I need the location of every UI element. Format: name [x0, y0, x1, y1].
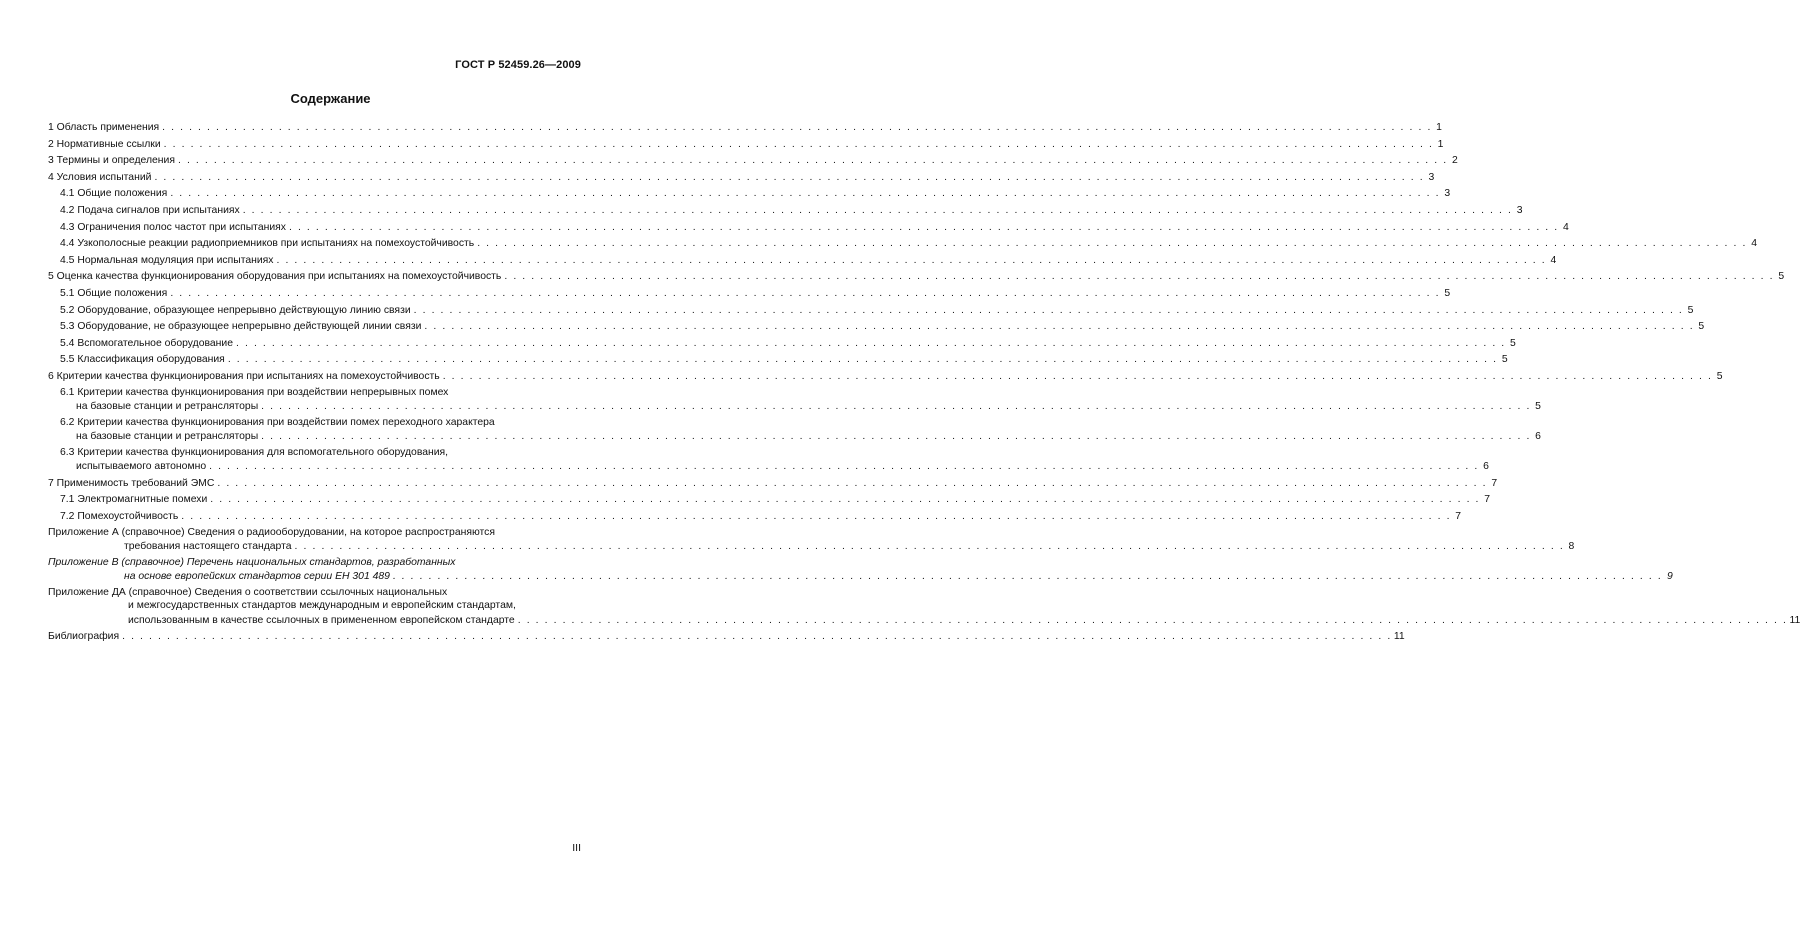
- toc-entry-text: 7.2 Помехоустойчивость: [60, 510, 179, 522]
- toc-entry-1[interactable]: [48, 120, 1442, 137]
- leader-dots: [477, 236, 1747, 253]
- toc-entry-text: 4.1 Общие положения: [60, 188, 168, 200]
- toc-entry-text: Библиография: [48, 631, 120, 643]
- toc-entry-text-continued: и межгосударственных стандартов международным и европейским стандартам,: [128, 600, 516, 612]
- leader-dots: [162, 120, 1432, 137]
- leader-dots: [261, 399, 1531, 416]
- toc-page-number: 5: [1687, 304, 1694, 316]
- toc-entry-5[interactable]: [48, 269, 1785, 286]
- toc-page-number: 1: [1437, 138, 1444, 150]
- leader-dots: [170, 186, 1440, 203]
- toc-entry-4[interactable]: [48, 170, 1435, 187]
- toc-entry-text: Приложение В (справочное) Перечень национальных стандартов, разработанных: [48, 556, 456, 568]
- toc-page-number: 11: [1789, 614, 1800, 626]
- toc-entry-5-1[interactable]: [48, 286, 1451, 303]
- toc-page-number: 9: [1666, 571, 1673, 583]
- toc-entry-text-continued: использованным в качестве ссылочных в примененном европейском стандарте: [128, 614, 515, 626]
- toc-entry-4-5[interactable]: [48, 253, 1557, 270]
- toc-page-number: 3: [1428, 171, 1435, 183]
- toc-page-number: 7: [1484, 494, 1491, 506]
- leader-dots: [170, 286, 1440, 303]
- toc-entry-4-2[interactable]: [48, 203, 1523, 220]
- toc-page-number: 5: [1444, 287, 1451, 299]
- leader-dots: [181, 509, 1451, 526]
- leader-dots: [261, 429, 1531, 446]
- toc-entry-text: 5.1 Общие положения: [60, 287, 168, 299]
- leader-dots: [504, 269, 1774, 286]
- leader-dots: [228, 352, 1498, 369]
- toc-page-number: 6: [1483, 461, 1489, 473]
- toc-entry-appendix-a[interactable]: [48, 526, 1575, 556]
- toc-entry-text-continued: на основе европейских стандартов серии ЕН 301 489: [124, 571, 390, 583]
- toc-page-number: 7: [1455, 510, 1462, 522]
- toc-page-number: 5: [1510, 337, 1516, 349]
- toc-entry-6-2[interactable]: [48, 416, 1541, 446]
- toc-entry-text: 5 Оценка качества функционирования оборудования при испытаниях на помехоустойчивость: [48, 271, 502, 283]
- toc-entry-text: 7 Применимость требований ЭМС: [48, 477, 215, 489]
- leader-dots: [209, 459, 1479, 476]
- toc-page-number: 3: [1444, 188, 1451, 200]
- leader-dots: [295, 539, 1565, 556]
- toc-entry-text: 6.3 Критерии качества функционирования для вспомогательного оборудования,: [60, 446, 449, 458]
- toc-page-number: 8: [1568, 541, 1575, 553]
- toc-entry-text: 3 Термины и определения: [48, 155, 175, 167]
- toc-entry-bibliography[interactable]: [48, 629, 1405, 646]
- toc-entry-text: 4.4 Узкополосные реакции радиоприемников при испытаниях на помехоустойчивость: [60, 238, 475, 250]
- toc-page-number: 5: [1535, 401, 1541, 412]
- toc-entry-text: 7.1 Электромагнитные помехи: [60, 494, 208, 506]
- toc-entry-text-continued: на базовые станции и ретрансляторы: [76, 401, 259, 412]
- toc-entry-5-4[interactable]: [48, 336, 1516, 353]
- leader-dots: [393, 569, 1663, 586]
- toc-entry-7-2[interactable]: [48, 509, 1462, 526]
- toc-entry-text: Приложение ДА (справочное) Сведения о соответствии ссылочных национальных: [48, 586, 448, 598]
- toc-page-number: 1: [1436, 122, 1442, 133]
- toc-entry-5-5[interactable]: [48, 352, 1508, 369]
- toc-page-number: 4: [1550, 254, 1557, 266]
- leader-dots: [243, 203, 1513, 220]
- toc-entry-text: 5.4 Вспомогательное оборудование: [60, 337, 233, 349]
- toc-entry-text: 6.1 Критерии качества функционирования при воздействии непрерывных помех: [60, 386, 449, 398]
- toc-entry-appendix-b[interactable]: [48, 556, 1673, 586]
- toc-entry-6-1[interactable]: [48, 386, 1541, 416]
- leader-dots: [164, 137, 1434, 154]
- page-title: Содержание: [290, 91, 371, 106]
- toc-entry-6-3[interactable]: [48, 446, 1489, 476]
- leader-dots: [178, 153, 1448, 170]
- toc-entry-4-1[interactable]: [48, 186, 1451, 203]
- leader-dots: [414, 303, 1684, 320]
- toc-entry-2[interactable]: [48, 137, 1444, 154]
- toc-entry-7-1[interactable]: [48, 492, 1491, 509]
- toc-entry-text: 6 Критерии качества функционирования при испытаниях на помехоустойчивость: [48, 370, 440, 382]
- toc-entry-5-2[interactable]: [48, 303, 1694, 320]
- toc-entry-text-continued: испытываемого автономно: [76, 461, 207, 473]
- leader-dots: [518, 613, 1788, 630]
- toc-entry-text-continued: на базовые станции и ретрансляторы: [76, 431, 259, 443]
- toc-page-number: 5: [1716, 370, 1723, 382]
- toc-page-number: 4: [1751, 238, 1757, 250]
- leader-dots: [424, 319, 1694, 336]
- toc-entry-text-continued: требования настоящего стандарта: [124, 541, 292, 553]
- document-code-header: ГОСТ Р 52459.26—2009: [455, 59, 581, 71]
- leader-dots: [443, 369, 1713, 386]
- toc-entry-5-3[interactable]: [48, 319, 1705, 336]
- toc-entry-text: 5.3 Оборудование, не образующее непрерывно действующей линии связи: [60, 321, 422, 333]
- toc-entry-text: 5.2 Оборудование, образующее непрерывно действующую линию связи: [60, 304, 411, 316]
- toc-page-number: 2: [1451, 155, 1458, 167]
- toc-entry-text: 4 Условия испытаний: [48, 171, 152, 183]
- toc-entry-appendix-da[interactable]: [48, 586, 1800, 630]
- table-of-contents: [48, 120, 1800, 646]
- toc-entry-text: 5.5 Классификация оборудования: [60, 354, 225, 366]
- toc-page-number: 6: [1535, 431, 1541, 443]
- toc-page-number: 5: [1698, 321, 1705, 333]
- leader-dots: [122, 629, 1392, 646]
- toc-entry-4-3[interactable]: [48, 220, 1569, 237]
- toc-entry-text: 6.2 Критерии качества функционирования при воздействии помех переходного характера: [60, 416, 495, 428]
- toc-entry-4-4[interactable]: [48, 236, 1757, 253]
- toc-page-number: 5: [1778, 271, 1785, 283]
- toc-entry-text: 4.3 Ограничения полос частот при испытаниях: [60, 221, 286, 233]
- toc-page-number: 11: [1393, 631, 1405, 643]
- leader-dots: [217, 476, 1487, 493]
- leader-dots: [154, 170, 1424, 187]
- toc-page-number: 5: [1501, 354, 1508, 366]
- page-number-footer: III: [572, 842, 581, 854]
- leader-dots: [236, 336, 1506, 353]
- leader-dots: [210, 492, 1480, 509]
- toc-entry-text: 2 Нормативные ссылки: [48, 138, 161, 150]
- toc-entry-7[interactable]: [48, 476, 1498, 493]
- toc-entry-text: 4.2 Подача сигналов при испытаниях: [60, 204, 240, 216]
- toc-entry-text: 1 Область применения: [48, 122, 160, 133]
- leader-dots: [289, 220, 1559, 237]
- toc-entry-3[interactable]: [48, 153, 1458, 170]
- toc-entry-text: Приложение А (справочное) Сведения о радиооборудовании, на которое распространяются: [48, 526, 495, 538]
- toc-entry-text: 4.5 Нормальная модуляция при испытаниях: [60, 254, 274, 266]
- leader-dots: [276, 253, 1546, 270]
- toc-entry-6[interactable]: [48, 369, 1723, 386]
- toc-page-number: 4: [1562, 221, 1569, 233]
- toc-page-number: 3: [1516, 204, 1523, 216]
- toc-page-number: 7: [1491, 477, 1498, 489]
